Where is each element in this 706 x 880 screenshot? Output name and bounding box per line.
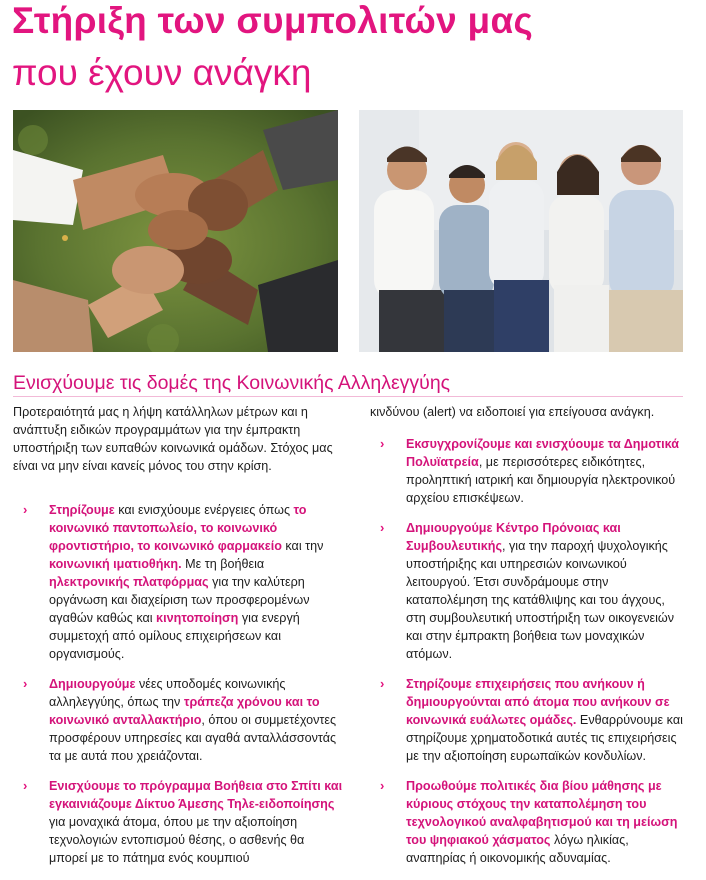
bullet-arrow-icon: › [23,676,28,691]
bullet-item [370,675,688,765]
bullet-item [370,519,688,663]
body-text: νέες υποδομές κοινωνικής αλληλεγγύης, όπως την [49,677,286,709]
highlighted-text: τράπεζα χρόνου και το κοινωνικό ανταλλακτήριο [49,695,320,727]
highlighted-text: ηλεκτρονικής πλατφόρμας [49,575,209,589]
body-text: για την καλύτερη οργάνωση και διαχείριση των προσφερομένων αγαθών καθώς και [49,575,310,625]
body-text: , όπου οι συμμετέχοντες προσφέρουν υπηρεσίες και αγαθά ανταλλάσσοντάς τα με αυτά που χρειάζονται. [49,713,337,763]
body-text: Με τη βοήθεια [181,557,265,571]
right-column [370,403,688,879]
bullet-item [13,675,343,765]
bullet-arrow-icon: › [380,676,385,691]
bullet-item [13,777,343,867]
body-text: λόγω ηλικίας, αναπηρίας ή οικονομικής αδυναμίας. [406,833,629,865]
highlighted-text: το κοινωνικό παντοπωλείο, το κοινωνικό φροντιστήριο, το κοινωνικό φαρμακείο [49,503,307,553]
highlighted-text: Στηρίζουμε επιχειρήσεις που ανήκουν ή δημιουργούνται από άτομα που ανήκουν σε κοινωνικά ευάλωτες ομάδες. [406,677,670,727]
left-column [13,403,343,879]
highlighted-text: Εκσυγχρονίζουμε και ενισχύουμε τα Δημοτικά Πολυϊατρεία [406,437,680,469]
bullet-arrow-icon: › [23,778,28,793]
highlighted-text: Ενισχύουμε το πρόγραμμα Βοήθεια στο Σπίτι και εγκαινιάζουμε Δίκτυο Άμεσης Τηλε-ειδοποίησης [49,779,343,811]
page-title-line2: που έχουν ανάγκη [12,52,312,93]
body-text: για μοναχικά άτομα, όπου με την αξιοποίηση τεχνολογιών εντοπισμού θέσης, ο ασθενής θα μπορεί με το πάτημα ενός κουμπιού [49,815,305,865]
bullet-item [370,777,688,867]
body-text: , με περισσότερες ειδικότητες, προληπτική ιατρική και δημιουργία ηλεκτρονικού αρχείου επισκέψεων. [406,455,676,505]
right-bullet-list [370,435,688,867]
page-title-line1: Στήριξη των συμπολιτών μας [12,0,534,41]
bullet-arrow-icon: › [380,520,385,535]
highlighted-text: Στηρίζουμε [49,503,115,517]
highlighted-text: Δημιουργούμε Κέντρο Πρόνοιας και Συμβουλευτικής [406,521,621,553]
continuation-paragraph: κινδύνου (alert) να ειδοποιεί για επείγουσα ανάγκη. [370,405,655,419]
body-text: και την [281,539,324,553]
highlighted-text: κινητοποίηση [156,611,239,625]
section-title: Ενισχύουμε τις δομές της Κοινωνικής Αλληλεγγύης [13,372,451,394]
bullet-arrow-icon: › [23,502,28,517]
highlighted-text: Προωθούμε πολιτικές δια βίου μάθησης με κύριους στόχους την καταπολέμηση του τεχνολογικού αναλφαβητισμού και τη μείωση του ψηφιακού χάσματος [406,779,678,847]
intro-paragraph: Προτεραιότητά μας η λήψη κατάλληλων μέτρων και η ανάπτυξη ειδικών προγραμμάτων για την έμπρακτη υποστήριξη των ευπαθών κοινωνικά ομάδων. Στόχος μας είναι να μην είναι κανείς μόνος του στην κρίση. [13,405,333,473]
body-text: , για την παροχή ψυχολογικής υποστήριξης και υπηρεσιών κοινωνικού λειτουργού. Έτσι συνδράμουμε στην καταπολέμηση της κατάθλιψης και του άγχους, στη συμβουλευτική υποστήριξη των οικογενειών και στην έμπρακτη βοήθεια των μοναχικών ατόμων. [406,539,675,661]
bullet-arrow-icon: › [380,436,385,451]
bullet-item [370,435,688,507]
joined-hands-photo [13,110,338,352]
highlighted-text: Δημιουργούμε [49,677,136,691]
body-text: Ενθαρρύνουμε και στηρίζουμε χρηματοδοτικά αυτές τις επιχειρήσεις με την αξιοποίηση ευρωπαϊκών κονδυλίων. [406,713,683,763]
body-text: και ενισχύουμε ενέργειες όπως [114,503,294,517]
section-divider [13,396,683,397]
bullet-item [13,501,343,663]
bullet-arrow-icon: › [380,778,385,793]
highlighted-text: κοινωνική ιματιοθήκη. [49,557,182,571]
support-group-photo [359,110,683,352]
body-text: για ενεργή συμμετοχή από ομίλους επιχειρήσεων και οργανισμούς. [49,611,300,661]
left-bullet-list [13,501,343,867]
